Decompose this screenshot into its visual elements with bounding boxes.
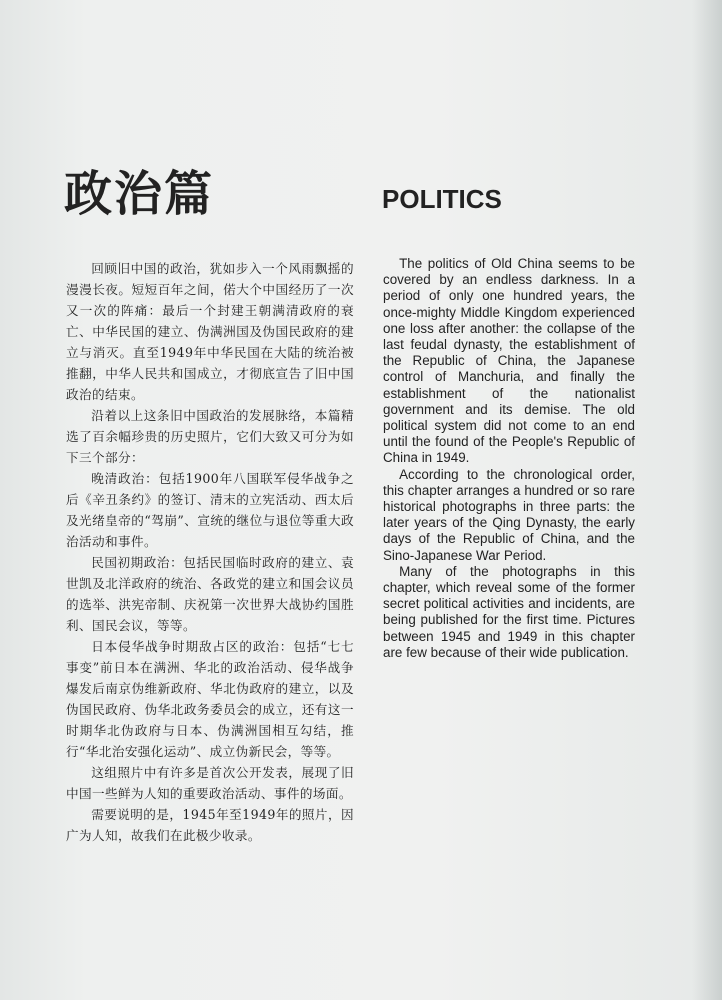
chinese-paragraph: 需要说明的是，1945年至1949年的照片，因广为人知，故我们在此极少收录。 [66, 807, 354, 843]
chinese-paragraph: 这组照片中有许多是首次公开发表，展现了旧中国一些鲜为人知的重要政治活动、事件的场面。 [66, 765, 354, 801]
chinese-paragraph: 日本侵华战争时期敌占区的政治：包括“七七事变”前日本在满洲、华北的政治活动、侵华战争爆发后南京伪维新政府、华北伪政府的建立，以及伪国民政府、伪华北政务委员会的成立，还有这一时期华北伪政府与日本、伪满洲国相互勾结，推行“华北治安强化运动”、成立伪新民会，等等。 [66, 639, 354, 759]
english-paragraph: The politics of Old China seems to be covered by an endless darkness. In a period of only one hundred years, the once-mighty Middle Kingdom experienced one loss after another: the collapse of the last feudal dynasty, the establishment of the Republic of China, the Japanese control of Manchuria, and finally the establishment of the nationalist government and its demise. The old political system did not come to an end until the found of the People's Republic of China in 1949. [383, 256, 635, 466]
english-paragraph: Many of the photographs in this chapter, which reveal some of the former secret political activities and incidents, are being published for the first time. Pictures between 1945 and 1949 in this chapter are few because of their wide publication. [383, 563, 635, 660]
chinese-paragraph: 回顾旧中国的政治，犹如步入一个风雨飘摇的漫漫长夜。短短百年之间，偌大个中国经历了一次又一次的阵痛：最后一个封建王朝满清政府的衰亡、中华民国的建立、伪满洲国及伪国民政府的建立与消灭。直至1949年中华民国在大陆的统治被推翻，中华人民共和国成立，才彻底宣告了旧中国政治的结束。 [66, 261, 354, 402]
english-text-column [383, 256, 635, 661]
english-chapter-title: POLITICS [382, 184, 502, 214]
chinese-paragraph: 民国初期政治：包括民国临时政府的建立、袁世凯及北洋政府的统治、各政党的建立和国会议员的选举、洪宪帝制、庆祝第一次世界大战协约国胜利、国民会议，等等。 [66, 555, 354, 633]
chinese-paragraph: 沿着以上这条旧中国政治的发展脉络，本篇精选了百余幅珍贵的历史照片，它们大致又可分为如下三个部分： [66, 408, 354, 465]
chinese-paragraph: 晚清政治：包括1900年八国联军侵华战争之后《辛丑条约》的签订、清末的立宪活动、西太后及光绪皇帝的“驾崩”、宣统的继位与退位等重大政治活动和事件。 [66, 471, 354, 549]
chinese-chapter-title: 政治篇 [64, 166, 215, 222]
page-edge-shadow [692, 0, 722, 1000]
chinese-text-column [66, 258, 354, 846]
english-paragraph: According to the chronological order, this chapter arranges a hundred or so rare historical photographs in three parts: the later years of the Qing Dynasty, the early days of the Republic of China, and the Sino-Japanese War Period. [383, 466, 635, 563]
